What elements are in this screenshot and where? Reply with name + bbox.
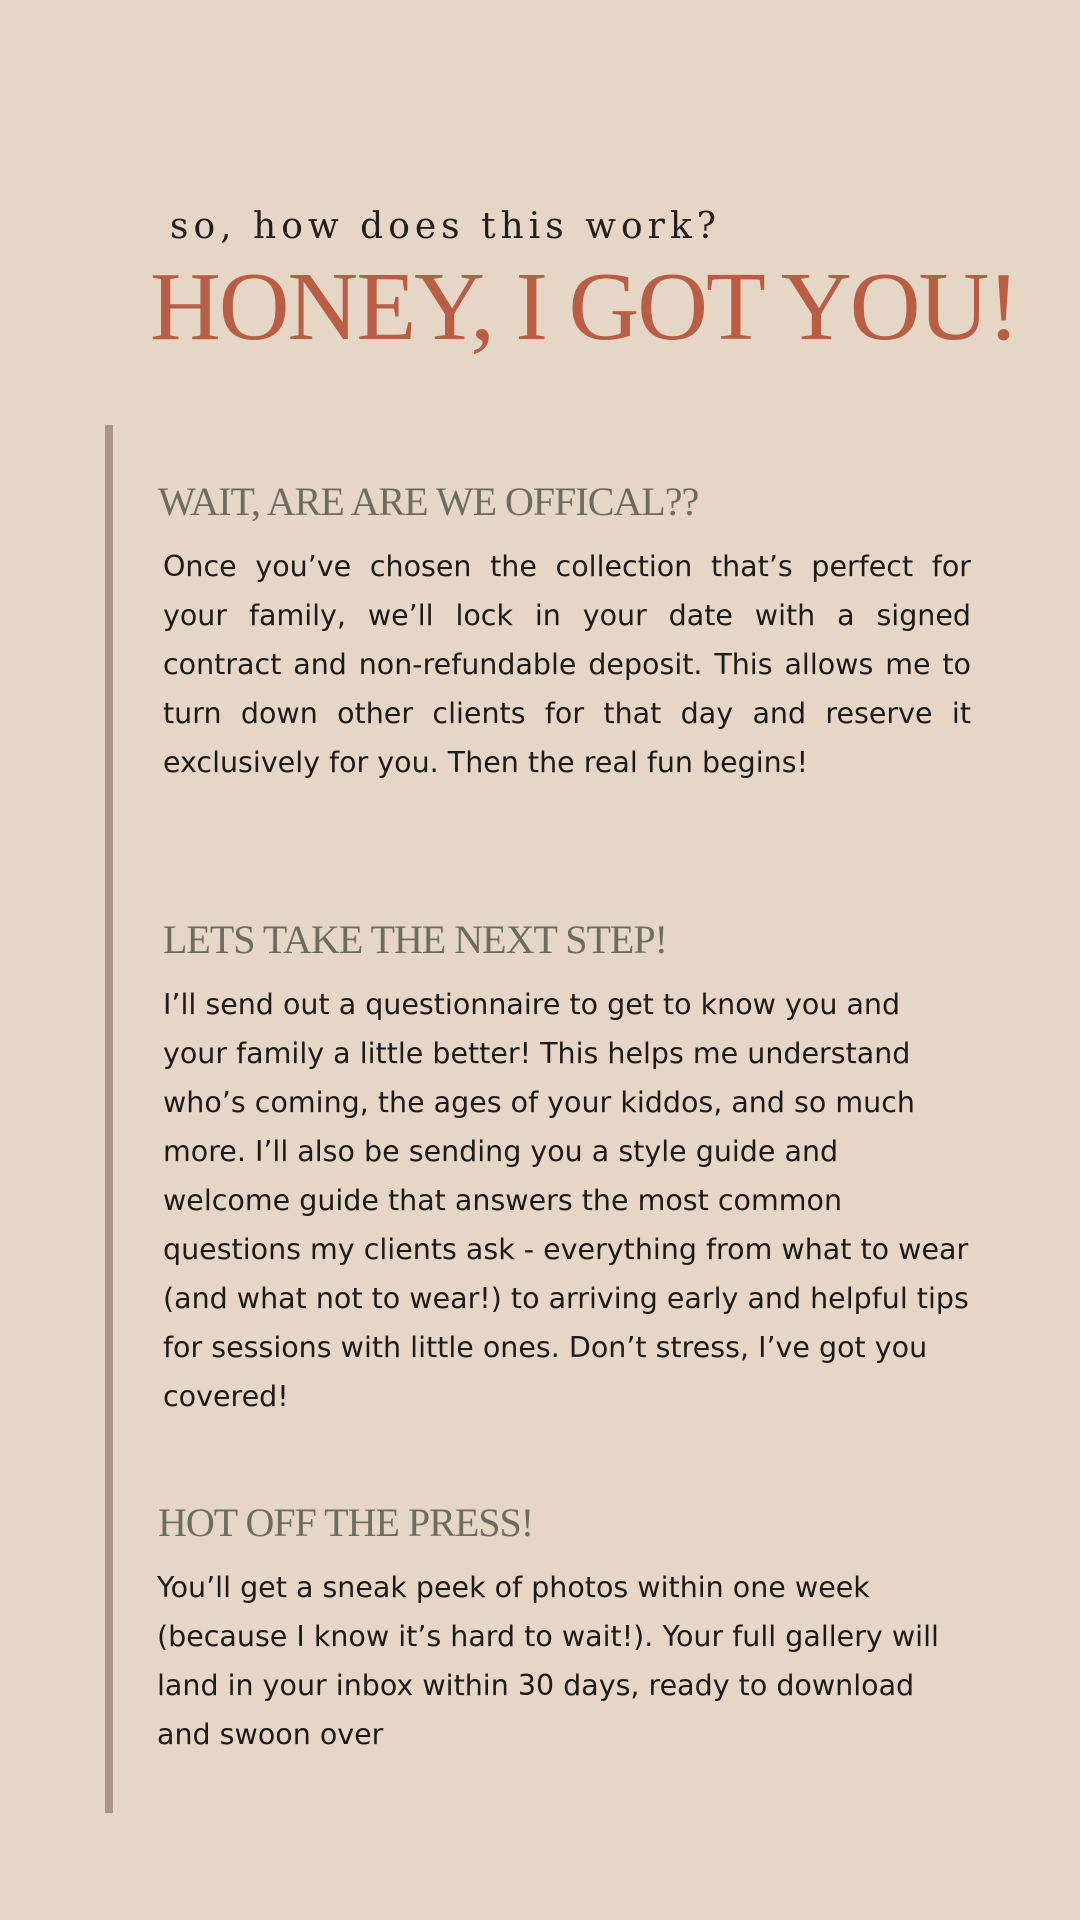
vertical-divider: [105, 425, 113, 1813]
section-title-press: HOT OFF THE PRESS!: [158, 1500, 534, 1545]
section-title-next-step: LETS TAKE THE NEXT STEP!: [163, 917, 667, 962]
section-body-official: Once you’ve chosen the collection that’s perfect for your family, we’ll lock in your date with a signed contract and non-refundable deposit. This allows me to turn down other clients for that day and reserve it exclusively for you. Then the real fun begins!: [163, 550, 971, 779]
section-body-press: You’ll get a sneak peek of photos within one week (because I know it’s hard to wait!). Your full gallery will land in your inbox within 30 days, ready to download and swoon over: [157, 1571, 939, 1751]
page-kicker: so, how does this work?: [170, 206, 721, 247]
section-body-next-step: I’ll send out a questionnaire to get to know you and your family a little better! This helps me understand who’s coming, the ages of your kiddos, and so much more. I’ll also be sending you a style guide and welcome guide that answers the most common questions my clients ask - everything from what to wear (and what not to wear!) to arriving early and helpful tips for sessions with little ones. Don’t stress, I’ve got you covered!: [163, 988, 969, 1413]
page-title: HONEY, I GOT YOU!: [150, 253, 1018, 361]
section-title-official: WAIT, ARE ARE WE OFFICAL??: [158, 479, 699, 524]
